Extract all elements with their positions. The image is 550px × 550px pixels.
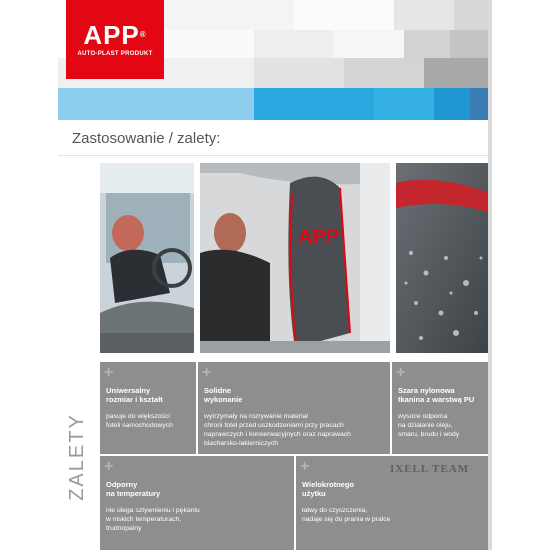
plus-icon: + <box>396 364 406 381</box>
brochure-page <box>58 0 490 550</box>
section-title: Zastosowanie / zalety: <box>72 130 221 147</box>
feature-box-size: + Uniwersalny rozmiar i kształt pasuje do większości foteli samochodowych <box>100 362 196 454</box>
app-logo: APP® AUTO-PLAST PRODUKT <box>66 0 164 79</box>
driver-seat-photo <box>100 163 194 353</box>
feature-box-temperature: + Odporny na temperatury nie ulega sztywnieniu i pękaniu w niskich temperaturach, trudnopalny <box>100 456 294 550</box>
plus-icon: + <box>104 458 114 475</box>
watermark-text: IXELL TEAM <box>390 463 470 475</box>
seat-cover-photo <box>200 163 390 353</box>
seat-cover-logo-text: APP <box>298 226 340 248</box>
blue-stripe <box>58 88 490 120</box>
plus-icon: + <box>300 458 310 475</box>
page-edge <box>488 0 492 550</box>
zalety-label: ZALETY <box>66 413 88 501</box>
fabric-closeup-photo <box>396 163 490 353</box>
title-divider <box>58 155 490 156</box>
plus-icon: + <box>104 364 114 381</box>
plus-icon: + <box>202 364 212 381</box>
feature-box-solid: + Solidne wykonanie wytrzymały na rozrywanie materiał chroni fotel przed uszkodzeniami przy pracach naprawczych i konserwacyjnych oraz naprawach blacharsko-lakierniczych <box>198 362 390 454</box>
feature-box-reusable: + Wielokrotnego użytku łatwy do czyszczenia, nadaje się do prania w pralce <box>296 456 490 550</box>
feature-box-fabric: + Szara nylonowa tkanina z warstwą PU wysoce odporna na działanie oleju, smaru, brudu i wody <box>392 362 490 454</box>
